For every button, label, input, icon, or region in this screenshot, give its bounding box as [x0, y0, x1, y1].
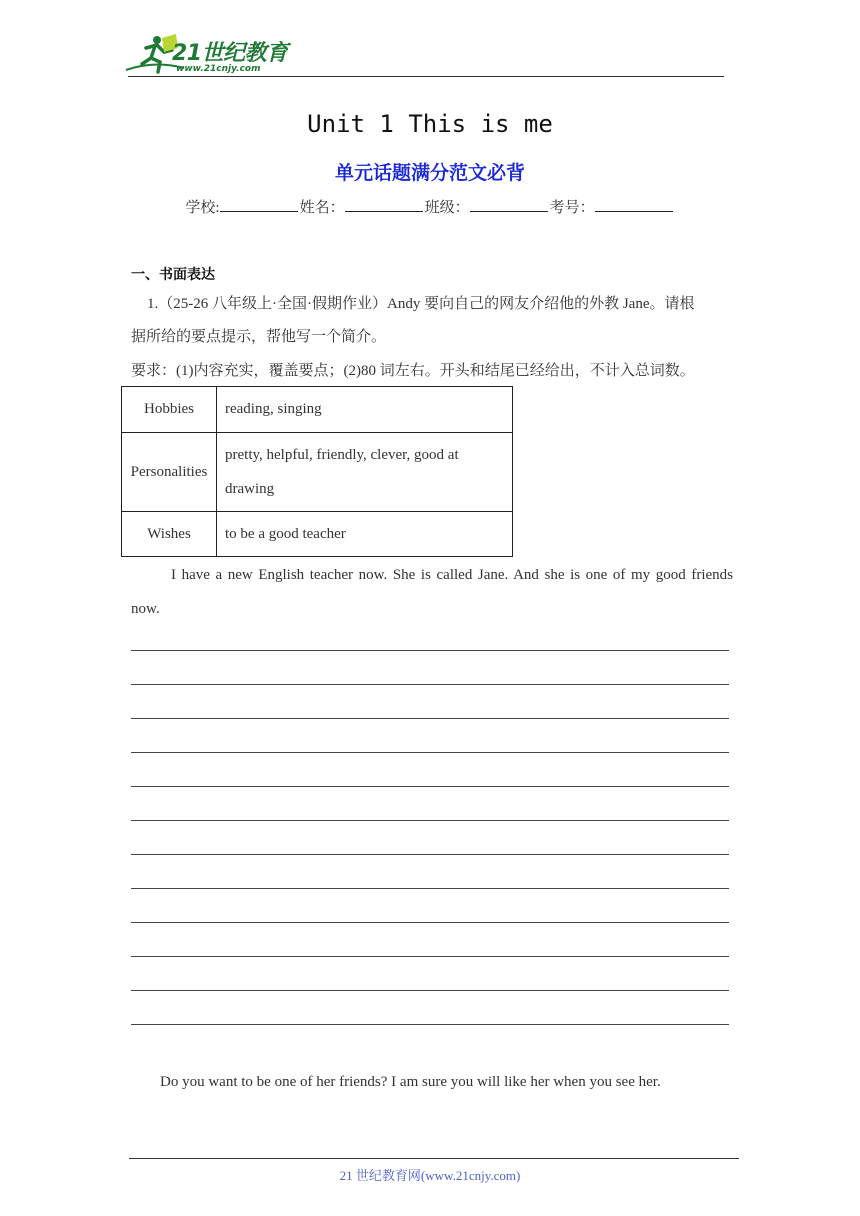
- table-value: reading, singing: [217, 387, 513, 433]
- table-value-line: drawing: [225, 481, 275, 497]
- opening-line-2: now.: [131, 601, 160, 617]
- table-key: Personalities: [122, 433, 217, 512]
- exam-no-blank: [595, 197, 673, 212]
- school-blank: [220, 197, 298, 212]
- school-label: 学校:: [185, 200, 220, 216]
- writing-line[interactable]: [131, 990, 729, 991]
- writing-line[interactable]: [131, 650, 729, 651]
- writing-line[interactable]: [131, 1024, 729, 1025]
- page-subtitle: 单元话题满分范文必背: [334, 162, 525, 184]
- name-blank: [345, 197, 423, 212]
- hint-table: [121, 386, 513, 557]
- writing-line[interactable]: [131, 786, 729, 787]
- page-title: Unit 1 This is me: [307, 110, 553, 138]
- writing-line[interactable]: [131, 752, 729, 753]
- writing-line[interactable]: [131, 854, 729, 855]
- closing-sentence: Do you want to be one of her friends? I am sure you will like her when you see her.: [160, 1074, 661, 1090]
- section-title: 一、书面表达: [131, 267, 215, 283]
- table-row: [122, 387, 513, 433]
- writing-line[interactable]: [131, 684, 729, 685]
- table-value: to be a good teacher: [217, 512, 513, 557]
- footer-divider: [129, 1158, 739, 1159]
- table-key: Wishes: [122, 512, 217, 557]
- writing-line[interactable]: [131, 922, 729, 923]
- writing-line[interactable]: [131, 956, 729, 957]
- exam-no-label: 考号：: [549, 200, 595, 216]
- opening-line-1: I have a new English teacher now. She is called Jane. And she is one of my good friends: [171, 567, 733, 583]
- logo-url: www.21cnjy.com: [176, 64, 261, 74]
- table-key: Hobbies: [122, 387, 217, 433]
- writing-line[interactable]: [131, 888, 729, 889]
- writing-line[interactable]: [131, 718, 729, 719]
- question-line-2: 据所给的要点提示，帮他写一个简介。: [131, 329, 387, 345]
- table-value: [217, 433, 513, 512]
- question-requirement: 要求：(1)内容充实，覆盖要点；(2)80 词左右。开头和结尾已经给出，不计入总词数。: [131, 363, 695, 379]
- writing-line[interactable]: [131, 820, 729, 821]
- question-line-1: 1.（25-26 八年级上·全国·假期作业）Andy 要向自己的网友介绍他的外教 Jane。请根: [147, 296, 695, 312]
- table-row: [122, 433, 513, 512]
- name-label: 姓名：: [299, 200, 345, 216]
- logo-text: 21世纪教育: [172, 41, 288, 66]
- header-divider: [128, 76, 724, 77]
- student-info-row: [0, 196, 860, 217]
- footer-link[interactable]: 21 世纪教育网(www.21cnjy.com): [339, 1168, 521, 1183]
- class-blank: [470, 197, 548, 212]
- table-row: [122, 512, 513, 557]
- class-label: 班级：: [424, 200, 470, 216]
- table-value-line: pretty, helpful, friendly, clever, good at: [225, 447, 459, 463]
